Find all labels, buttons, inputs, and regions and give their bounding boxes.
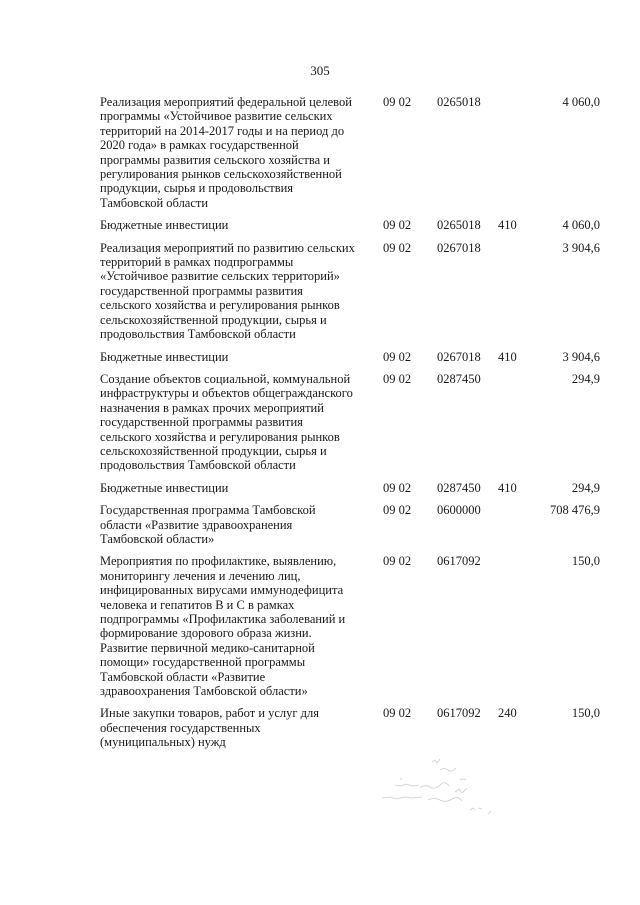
row-gap [100, 210, 610, 218]
row-expense-type: 410 [498, 480, 517, 495]
row-description: Бюджетные инвестиции [100, 349, 229, 364]
row-section: 09 02 [383, 554, 412, 569]
row-expense-type: 410 [498, 218, 517, 233]
row-description: Государственная программа Тамбовской области «Развитие здравоохранения Тамбовской области» [100, 503, 316, 546]
row-description: Бюджетные инвестиции [100, 218, 229, 233]
row-expense-type: 410 [498, 349, 517, 364]
table-row [100, 706, 610, 749]
row-target-code: 0617092 [437, 706, 481, 721]
row-amount: 708 476,9 [550, 503, 600, 518]
faint-stamp-mark [370, 740, 510, 830]
row-target-code: 0265018 [437, 218, 481, 233]
row-amount: 150,0 [571, 706, 600, 721]
row-description: Бюджетные инвестиции [100, 480, 229, 495]
row-section: 09 02 [383, 218, 412, 233]
row-gap [100, 546, 610, 554]
row-amount: 150,0 [571, 554, 600, 569]
row-section: 09 02 [383, 480, 412, 495]
row-target-code: 0267018 [437, 349, 481, 364]
row-section: 09 02 [383, 371, 412, 386]
row-target-code: 0600000 [437, 503, 481, 518]
row-amount: 3 904,6 [562, 240, 600, 255]
table-row [100, 350, 610, 364]
row-target-code: 0287450 [437, 480, 481, 495]
table-row [100, 554, 610, 698]
row-gap [100, 473, 610, 481]
row-gap [100, 364, 610, 372]
row-gap [100, 698, 610, 706]
table-row [100, 503, 610, 546]
row-expense-type: 240 [498, 706, 517, 721]
row-amount: 3 904,6 [562, 349, 600, 364]
row-target-code: 0287450 [437, 371, 481, 386]
row-section: 09 02 [383, 503, 412, 518]
row-section: 09 02 [383, 95, 412, 109]
row-gap [100, 342, 610, 350]
row-section: 09 02 [383, 240, 412, 255]
row-description: Иные закупки товаров, работ и услуг для обеспечения государственных (муниципальных) нужд [100, 706, 320, 750]
table-row [100, 95, 610, 210]
budget-table [100, 95, 610, 750]
row-description: Реализация мероприятий федеральной целевой программы «Устойчивое развитие сельских территорий на 2014-2017 годы и на период до 2020 года» в рамках государственной программы развития сельского хозяйства и регулирования рынков сельскохозяйственной продукции, сырья и продовольствия Тамбовской области [100, 95, 352, 210]
row-gap [100, 495, 610, 503]
row-target-code: 0267018 [437, 240, 481, 255]
row-target-code: 0265018 [437, 95, 481, 109]
row-target-code: 0617092 [437, 554, 481, 569]
row-gap [100, 233, 610, 241]
table-row [100, 218, 610, 232]
row-amount: 4 060,0 [562, 218, 600, 233]
table-row [100, 241, 610, 342]
row-amount: 294,9 [571, 371, 600, 386]
row-section: 09 02 [383, 349, 412, 364]
table-row [100, 481, 610, 495]
row-amount: 294,9 [571, 480, 600, 495]
row-section: 09 02 [383, 706, 412, 721]
row-description: Мероприятия по профилактике, выявлению, мониторингу лечения и лечению лиц, инфицированных вирусами иммунодефицита человека и гепатитов В и С в рамках подпрограммы «Профилактика заболеваний и формирование здорового образа жизни. Развитие первичной медико-санитарной помощи» государственной программы Тамбовской области «Развитие здравоохранения Тамбовской области» [100, 554, 346, 699]
table-row [100, 372, 610, 473]
row-description: Создание объектов социальной, коммунальной инфраструктуры и объектов общегражданского назначения в рамках прочих мероприятий государственной программы развития сельского хозяйства и регулирования рынков сельскохозяйственной продукции, сырья и продовольствия Тамбовской области [100, 371, 353, 473]
page-number: 305 [310, 63, 330, 78]
row-description: Реализация мероприятий по развитию сельских территорий в рамках подпрограммы «Устойчивое развитие сельских территорий» государственной программы развития сельского хозяйства и регулирования рынков сельскохозяйственной продукции, сырья и продовольствия Тамбовской области [100, 240, 355, 342]
row-amount: 4 060,0 [562, 95, 600, 109]
